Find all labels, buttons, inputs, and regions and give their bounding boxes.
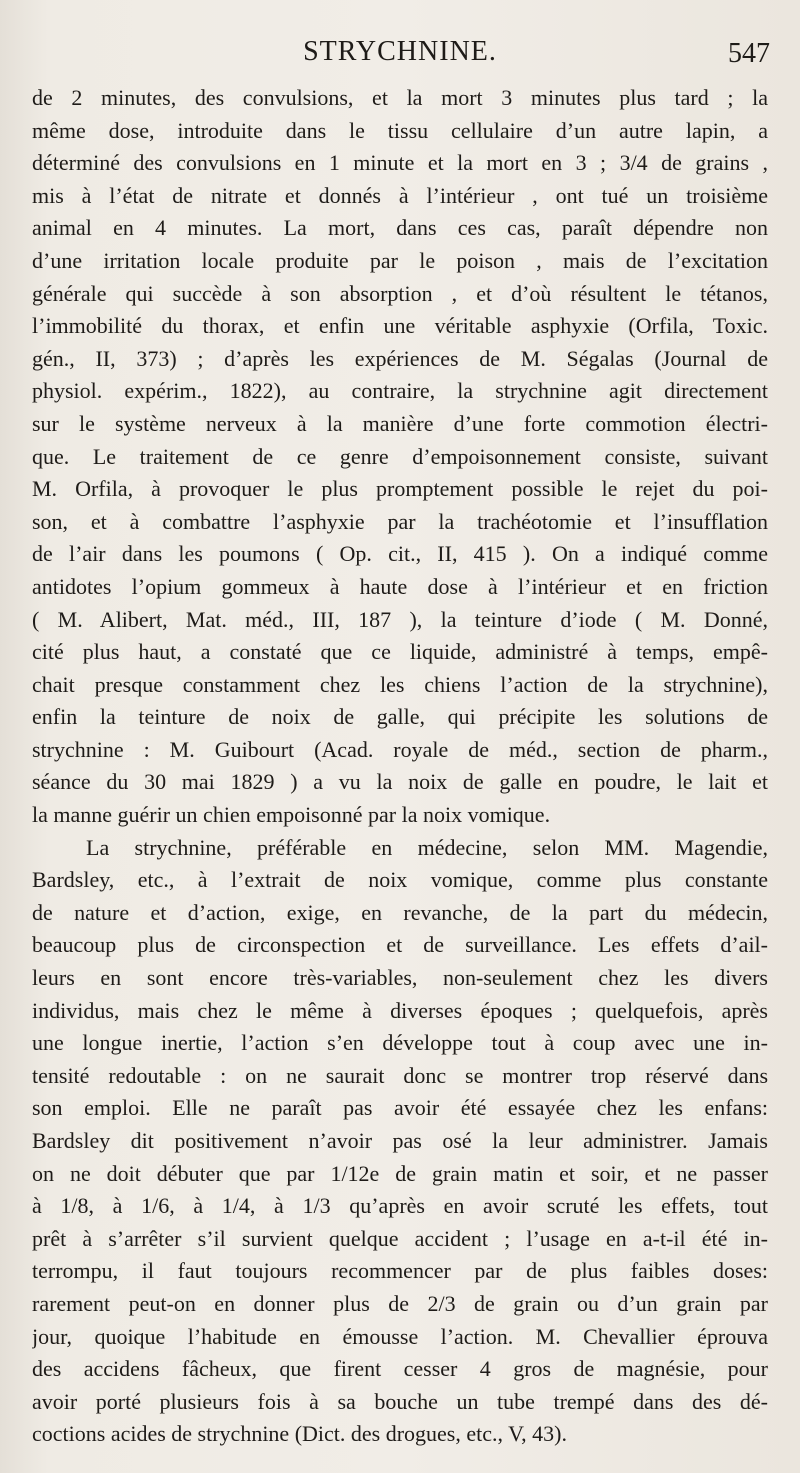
text-line: même dose, introduite dans le tissu cellulaire d’un autre lapin, a [32,117,768,143]
text-line: cité plus haut, a constaté que ce liquide, administré à temps, empê- [32,639,768,665]
text-line: que. Le traitement de ce genre d’empoisonnement consiste, suivant [32,443,768,469]
text-line: de 2 minutes, des convulsions, et la mort 3 minutes plus tard ; la [32,85,768,110]
text-line: rarement peut-on en donner plus de 2/3 de grain ou d’un grain par [32,1290,768,1316]
text-line: prêt à s’arrêter s’il survient quelque accident ; l’usage en a-t-il été in- [32,1225,768,1251]
text-line: leurs en sont encore très-variables, non-seulement chez les divers [32,965,768,991]
text-line: l’immobilité du thorax, et enfin une véritable asphyxie (Orfila, Toxic. [32,313,768,339]
body-text [32,82,768,1451]
text-line: strychnine : M. Guibourt (Acad. royale de méd., section de pharm., [32,736,768,762]
text-line: ( M. Alibert, Mat. méd., III, 187 ), la teinture d’iode ( M. Donné, [32,606,768,632]
paragraph-start-line: La strychnine, préférable en médecine, selon MM. Magendie, [86,834,768,860]
text-line: terrompu, il faut toujours recommencer par de plus faibles doses: [32,1258,768,1284]
text-line: déterminé des convulsions en 1 minute et la mort en 3 ; 3/4 de grains , [32,150,768,176]
page-number: 547 [728,38,770,69]
text-line: de l’air dans les poumons ( Op. cit., II, 415 ). On a indiqué comme [32,541,768,567]
text-line: de nature et d’action, exige, en revanche, de la part du médecin, [32,899,768,925]
text-line: M. Orfila, à provoquer le plus promptement possible le rejet du poi- [32,476,768,502]
text-line: chait presque constamment chez les chiens l’action de la strychnine), [32,671,768,697]
text-line: enfin la teinture de noix de galle, qui précipite les solutions de [32,704,768,730]
text-line: individus, mais chez le même à diverses époques ; quelquefois, après [32,997,768,1023]
text-line: d’une irritation locale produite par le poison , mais de l’excitation [32,247,768,273]
text-line: Bardsley, etc., à l’extrait de noix vomique, comme plus constante [32,867,768,893]
text-line: générale qui succède à son absorption , et d’où résultent le tétanos, [32,280,768,306]
running-title: STRYCHNINE. [303,36,497,67]
text-line: la manne guérir un chien empoisonné par la noix vomique. [32,802,551,828]
text-line: jour, quoique l’habitude en émousse l’action. M. Chevallier éprouva [32,1323,768,1349]
text-line: antidotes l’opium gommeux à haute dose à l’intérieur et en friction [32,573,768,599]
text-line: Bardsley dit positivement n’avoir pas osé la leur administrer. Jamais [32,1128,768,1153]
text-line: physiol. expérim., 1822), au contraire, la strychnine agit directement [32,378,768,404]
text-line: son, et à combattre l’asphyxie par la trachéotomie et l’insufflation [32,508,768,534]
text-line: avoir porté plusieurs fois à sa bouche un tube trempé dans des dé- [32,1388,768,1414]
text-line: son emploi. Elle ne paraît pas avoir été essayée chez les enfans: [32,1095,768,1121]
text-line: beaucoup plus de circonspection et de surveillance. Les effets d’ail- [32,932,768,958]
text-line: une longue inertie, l’action s’en développe tout à coup avec une in- [32,1030,768,1056]
text-line: des accidens fâcheux, que firent cesser 4 gros de magnésie, pour [32,1356,768,1382]
text-line: gén., II, 373) ; d’après les expériences de M. Ségalas (Journal de [32,345,768,371]
text-line: on ne doit débuter que par 1/12e de grain matin et soir, et ne passer [32,1160,768,1186]
text-line: mis à l’état de nitrate et donnés à l’intérieur , ont tué un troisième [32,182,768,208]
text-line: coctions acides de strychnine (Dict. des drogues, etc., V, 43). [32,1421,567,1447]
text-line: animal en 4 minutes. La mort, dans ces cas, paraît dépendre non [32,215,768,241]
text-line: séance du 30 mai 1829 ) a vu la noix de galle en poudre, le lait et [32,769,768,795]
text-line: tensité redoutable : on ne saurait donc se montrer trop réservé dans [32,1062,768,1088]
text-line: sur le système nerveux à la manière d’une forte commotion électri- [32,410,768,436]
text-line: à 1/8, à 1/6, à 1/4, à 1/3 qu’après en avoir scruté les effets, tout [32,1193,768,1219]
